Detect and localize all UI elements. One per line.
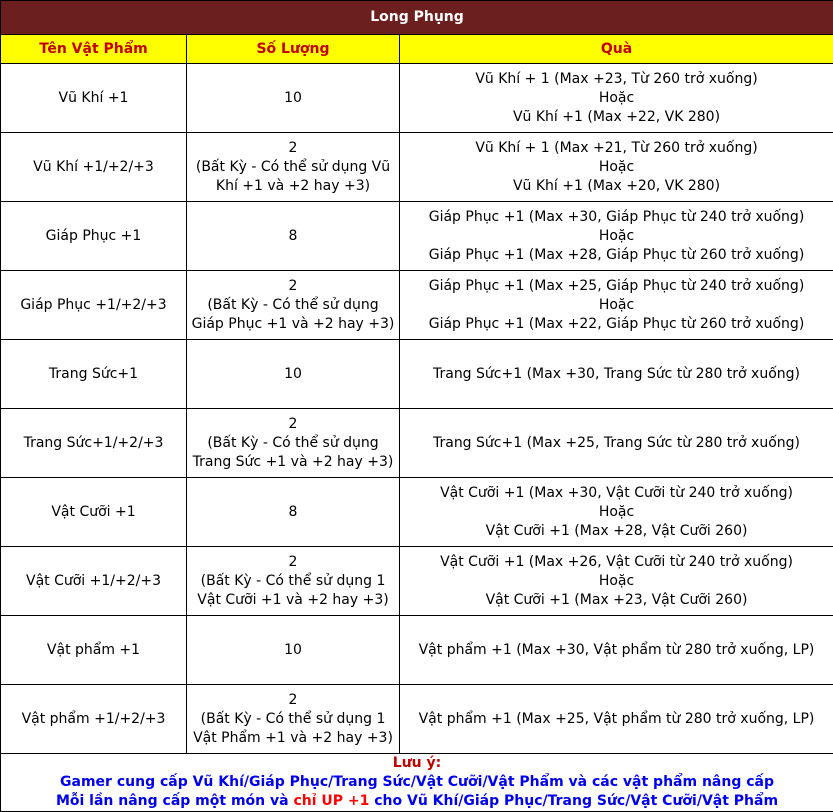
gift-cell: Giáp Phục +1 (Max +25, Giáp Phục từ 240 trở xuống) Hoặc Giáp Phục +1 (Max +22, Giáp Phục từ 260 trở xuống) — [400, 271, 833, 340]
note-label: Lưu ý: — [392, 755, 442, 771]
title-row — [1, 1, 833, 35]
gift-cell: Vật phẩm +1 (Max +30, Vật phẩm từ 280 trở xuống, LP) — [400, 616, 833, 685]
gift-cell: Trang Sức+1 (Max +25, Trang Sức từ 280 trở xuống) — [400, 409, 833, 478]
table-row — [1, 616, 833, 685]
table-row — [1, 202, 833, 271]
table-body — [1, 64, 833, 754]
item-name-cell: Trang Sức+1 — [1, 340, 187, 409]
table-row — [1, 478, 833, 547]
table-row — [1, 64, 833, 133]
table-row — [1, 409, 833, 478]
item-name-cell: Giáp Phục +1 — [1, 202, 187, 271]
quantity-cell: 10 — [187, 64, 400, 133]
item-name-cell: Giáp Phục +1/+2/+3 — [1, 271, 187, 340]
gift-cell: Vũ Khí + 1 (Max +23, Từ 260 trở xuống) Hoặc Vũ Khí +1 (Max +22, VK 280) — [400, 64, 833, 133]
item-name-cell: Vũ Khí +1 — [1, 64, 187, 133]
quantity-cell: 8 — [187, 202, 400, 271]
item-name-cell: Vật phẩm +1/+2/+3 — [1, 685, 187, 754]
gift-cell: Vật phẩm +1 (Max +25, Vật phẩm từ 280 trở xuống, LP) — [400, 685, 833, 754]
quantity-cell: 2 (Bất Kỳ - Có thể sử dụng Giáp Phục +1 và +2 hay +3) — [187, 271, 400, 340]
quantity-cell: 2 (Bất Kỳ - Có thể sử dụng 1 Vật Cưỡi +1 và +2 hay +3) — [187, 547, 400, 616]
item-name-cell: Vật phẩm +1 — [1, 616, 187, 685]
note-line-2 — [3, 792, 831, 811]
note-line-2-c: cho Vũ Khí/Giáp Phục/Trang Sức/Vật Cưỡi/Vật Phẩm — [369, 793, 779, 809]
item-name-cell: Vật Cưỡi +1 — [1, 478, 187, 547]
quantity-cell: 10 — [187, 340, 400, 409]
header-gift: Quà — [400, 35, 833, 64]
item-name-cell: Vũ Khí +1/+2/+3 — [1, 133, 187, 202]
gift-cell: Vật Cưỡi +1 (Max +26, Vật Cưỡi từ 240 trở xuống) Hoặc Vật Cưỡi +1 (Max +23, Vật Cưỡi 260) — [400, 547, 833, 616]
gift-cell: Trang Sức+1 (Max +30, Trang Sức từ 280 trở xuống) — [400, 340, 833, 409]
table-row — [1, 271, 833, 340]
table-row — [1, 340, 833, 409]
header-row — [1, 35, 833, 64]
note-line-1: Gamer cung cấp Vũ Khí/Giáp Phục/Trang Sức/Vật Cưỡi/Vật Phẩm và các vật phẩm nâng cấp — [60, 774, 774, 790]
table-row — [1, 547, 833, 616]
note-line-2-a: Mỗi lần nâng cấp một món và — [55, 793, 294, 809]
quantity-cell: 2 (Bất Kỳ - Có thể sử dụng Vũ Khí +1 và +2 hay +3) — [187, 133, 400, 202]
quantity-cell: 2 (Bất Kỳ - Có thể sử dụng Trang Sức +1 và +2 hay +3) — [187, 409, 400, 478]
table-row — [1, 133, 833, 202]
item-name-cell: Vật Cưỡi +1/+2/+3 — [1, 547, 187, 616]
quantity-cell: 2 (Bất Kỳ - Có thể sử dụng 1 Vật Phẩm +1 và +2 hay +3) — [187, 685, 400, 754]
note-cell — [1, 754, 833, 812]
item-name-cell: Trang Sức+1/+2/+3 — [1, 409, 187, 478]
gift-cell: Vật Cưỡi +1 (Max +30, Vật Cưỡi từ 240 trở xuống) Hoặc Vật Cưỡi +1 (Max +28, Vật Cưỡi 260) — [400, 478, 833, 547]
quantity-cell: 8 — [187, 478, 400, 547]
note-row — [1, 754, 833, 812]
gift-cell: Giáp Phục +1 (Max +30, Giáp Phục từ 240 trở xuống) Hoặc Giáp Phục +1 (Max +28, Giáp Phục từ 260 trở xuống) — [400, 202, 833, 271]
table-row — [1, 685, 833, 754]
header-quantity: Số Lượng — [187, 35, 400, 64]
note-highlight: chỉ UP +1 — [293, 793, 370, 809]
header-item-name: Tên Vật Phẩm — [1, 35, 187, 64]
quantity-cell: 10 — [187, 616, 400, 685]
gift-cell: Vũ Khí + 1 (Max +21, Từ 260 trở xuống) Hoặc Vũ Khí +1 (Max +20, VK 280) — [400, 133, 833, 202]
table-title: Long Phụng — [1, 1, 833, 35]
